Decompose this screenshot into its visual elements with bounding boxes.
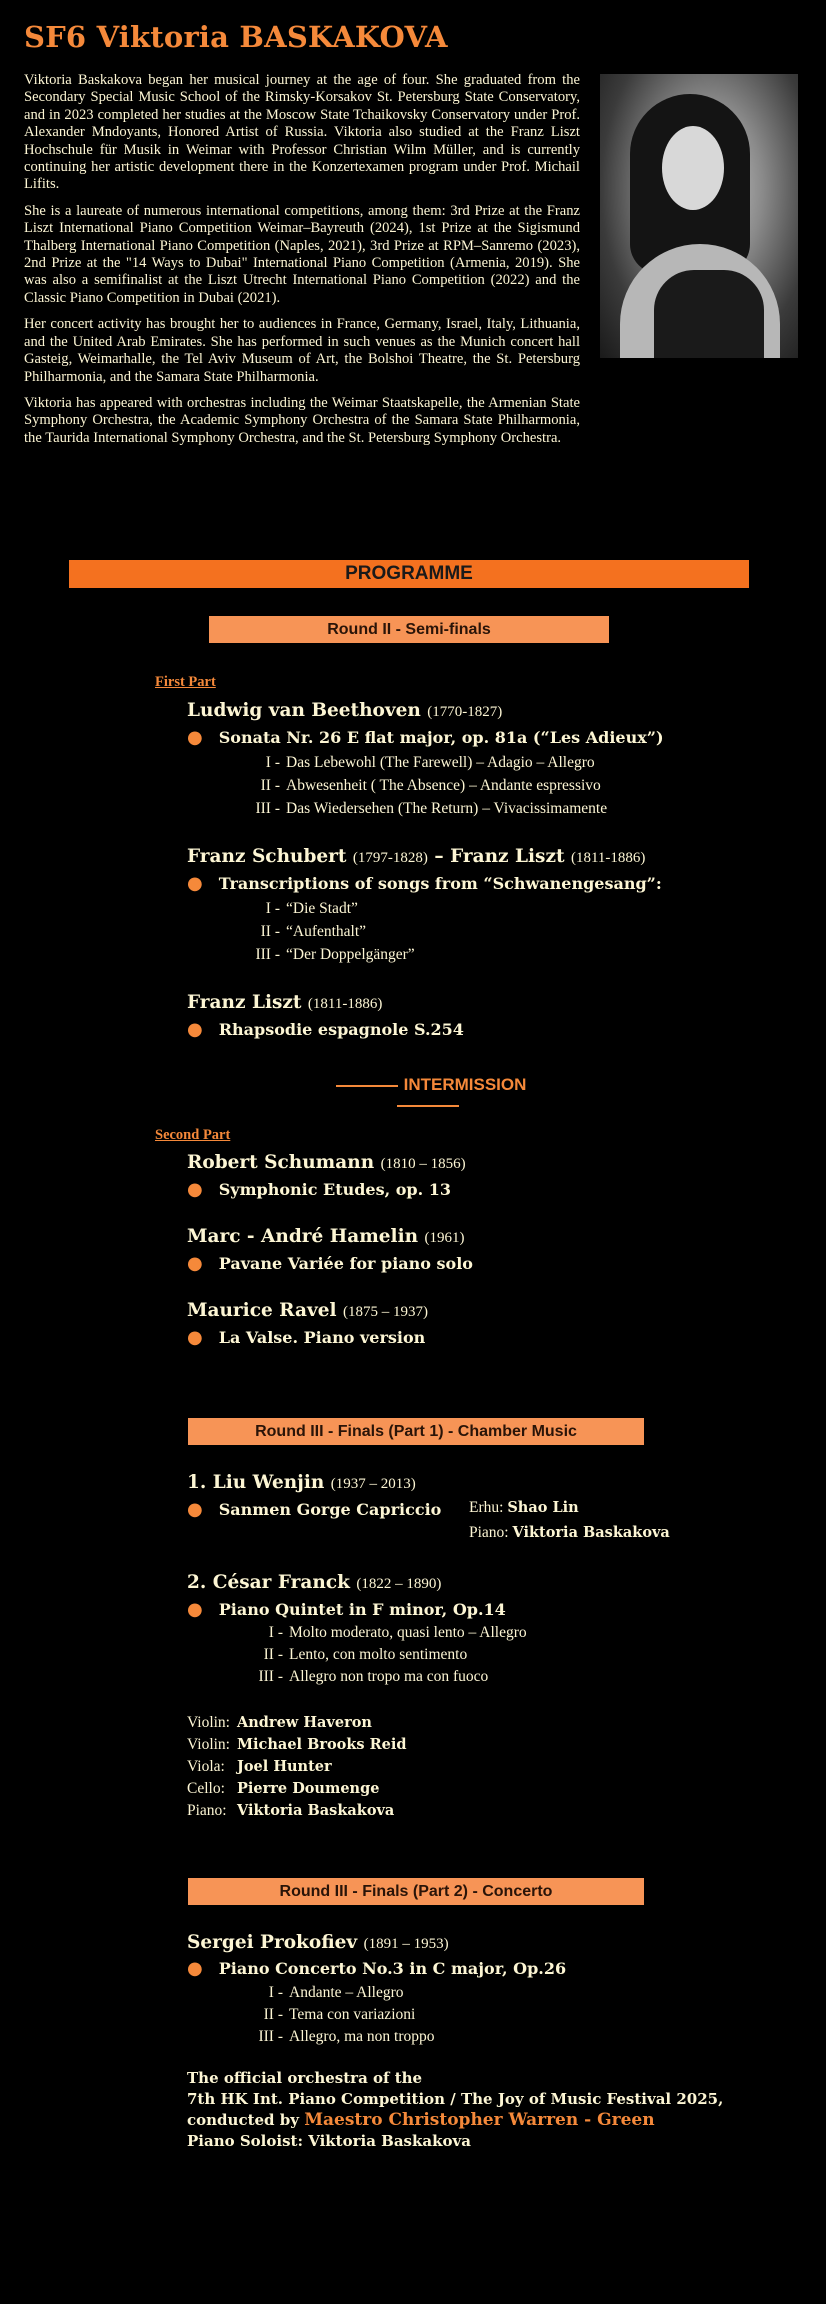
movement: II - Abwesenheit ( The Absence) – Andante espressivo xyxy=(260,777,601,794)
player-row: Piano: Viktoria Baskakova xyxy=(187,1802,395,1819)
biography xyxy=(24,72,580,456)
player-row: Violin: Andrew Haveron xyxy=(187,1714,372,1731)
piano-performer: Piano: Viktoria Baskakova xyxy=(469,1524,670,1541)
movement: II - Tema con variazioni xyxy=(263,2006,416,2023)
work-rhapsodie: ● Rhapsodie espagnole S.254 xyxy=(187,1019,464,1040)
movement: III - “Der Doppelgänger” xyxy=(255,946,415,963)
orchestra-note: The official orchestra of the 7th HK Int. Piano Competition / The Joy of Music Festival 2025, conducted by Maestro Christopher Warren - Green Piano Soloist: Viktoria Baskakova xyxy=(187,2069,724,2150)
round2-header: Round II - Semi-finals xyxy=(209,616,609,643)
player-row: Violin: Michael Brooks Reid xyxy=(187,1736,407,1753)
player-row: Viola: Joel Hunter xyxy=(187,1758,332,1775)
movement: III - Allegro, ma non troppo xyxy=(258,2028,435,2045)
round3-part1-header: Round III - Finals (Part 1) - Chamber Music xyxy=(188,1418,644,1445)
movement: II - “Aufenthalt” xyxy=(260,923,367,940)
movement: III - Das Wiedersehen (The Return) – Vivacissimamente xyxy=(255,800,608,817)
work-franck: ● Piano Quintet in F minor, Op.14 xyxy=(187,1599,506,1620)
movement: I - Andante – Allegro xyxy=(268,1984,404,2001)
movement: I - “Die Stadt” xyxy=(265,900,358,917)
work-ravel: ● La Valse. Piano version xyxy=(187,1327,426,1348)
composer-franck: 2. César Franck (1822 – 1890) xyxy=(187,1572,442,1593)
composer-prokofiev: Sergei Prokofiev (1891 – 1953) xyxy=(187,1932,449,1953)
bio-paragraph: Her concert activity has brought her to audiences in France, Germany, Israel, Italy, Lithuania, and the United Arab Emirates. She has performed in such venues as the Munich concert hall Gasteig, Weimarhalle, the Tel Aviv Museum of Art, the Bolshoi Theatre, the St. Petersburg Philharmonia, and the Samara State Philharmonia. xyxy=(24,316,580,385)
conductor-name: Maestro Christopher Warren - Green xyxy=(304,2110,655,2130)
movement: I - Das Lebewohl (The Farewell) – Adagio – Allegro xyxy=(265,754,595,771)
bio-paragraph: Viktoria has appeared with orchestras including the Weimar Staatskapelle, the Armenian State Symphony Orchestra, the Academic Symphony Orchestra of the Samara State Philharmonia, the Taurida International Symphony Orchestra, and the St. Petersburg Symphony Orchestra. xyxy=(24,394,580,446)
bullet-icon: ● xyxy=(187,1019,203,1040)
movement: III - Allegro non tropo ma con fuoco xyxy=(258,1668,489,1685)
movement: I - Molto moderato, quasi lento – Allegro xyxy=(268,1624,527,1641)
work-schumann: ● Symphonic Etudes, op. 13 xyxy=(187,1179,452,1200)
work-schwanengesang: ● Transcriptions of songs from “Schwanengesang”: xyxy=(187,873,662,894)
composer-schubert-liszt: Franz Schubert (1797-1828) – Franz Liszt (1811-1886) xyxy=(187,846,646,867)
composer-hamelin: Marc - André Hamelin (1961) xyxy=(187,1226,465,1247)
work-sanmen: ● Sanmen Gorge Capriccio xyxy=(187,1499,442,1520)
movement: II - Lento, con molto sentimento xyxy=(263,1646,468,1663)
bullet-icon: ● xyxy=(187,873,203,894)
round3-part2-header: Round III - Finals (Part 2) - Concerto xyxy=(188,1878,644,1905)
portrait-photo xyxy=(600,74,798,358)
bullet-icon: ● xyxy=(187,1179,203,1200)
bullet-icon: ● xyxy=(187,1253,203,1274)
first-part-heading: First Part xyxy=(155,674,216,690)
bullet-icon: ● xyxy=(187,1327,203,1348)
erhu-performer: Erhu: Shao Lin xyxy=(469,1499,579,1516)
bullet-icon: ● xyxy=(187,1599,203,1620)
work-prokofiev: ● Piano Concerto No.3 in C major, Op.26 xyxy=(187,1958,567,1979)
work-beethoven: ● Sonata Nr. 26 E flat major, op. 81a (“Les Adieux”) xyxy=(187,727,664,748)
composer-beethoven: Ludwig van Beethoven (1770-1827) xyxy=(187,700,503,721)
bullet-icon: ● xyxy=(187,1499,203,1520)
composer-ravel: Maurice Ravel (1875 – 1937) xyxy=(187,1300,428,1321)
intermission: INTERMISSION xyxy=(295,1075,561,1115)
programme-header: PROGRAMME xyxy=(69,560,749,588)
bio-paragraph: She is a laureate of numerous international competitions, among them: 3rd Prize at the Franz Liszt International Piano Competition Weimar–Bayreuth (2024), 1st Prize at the Sigismund Thalberg International Piano Competition (Naples, 2021), 3rd Prize at RPM–Sanremo (2023), 2nd Prize at the "14 Ways to Dubai" International Piano Competition (Armenia, 2019). She was also a semifinalist at the Liszt Utrecht International Piano Competition (2022) and the Classic Piano Competition in Dubai (2021). xyxy=(24,202,580,306)
composer-schumann: Robert Schumann (1810 – 1856) xyxy=(187,1152,466,1173)
bio-paragraph: Viktoria Baskakova began her musical journey at the age of four. She graduated from the Secondary Special Music School of the Rimsky-Korsakov St. Petersburg State Conservatory, and in 2023 completed her studies at the Moscow State Tchaikovsky Conservatory under Prof. Alexander Mndoyants, Honored Artist of Russia. Viktoria also studied at the Franz Liszt Hochschule für Musik in Weimar with Professor Christian Wilm Müller, and is currently continuing her artistic development there in the Konzertexamen program under Prof. Michail Lifits. xyxy=(24,72,580,193)
bullet-icon: ● xyxy=(187,727,203,748)
second-part-heading: Second Part xyxy=(155,1127,231,1143)
composer-liu-wenjin: 1. Liu Wenjin (1937 – 2013) xyxy=(187,1472,416,1493)
composer-liszt: Franz Liszt (1811-1886) xyxy=(187,992,383,1013)
bullet-icon: ● xyxy=(187,1958,203,1979)
work-hamelin: ● Pavane Variée for piano solo xyxy=(187,1253,473,1274)
page-title: SF6 Viktoria BASKAKOVA xyxy=(24,20,448,54)
player-row: Cello: Pierre Doumenge xyxy=(187,1780,380,1797)
